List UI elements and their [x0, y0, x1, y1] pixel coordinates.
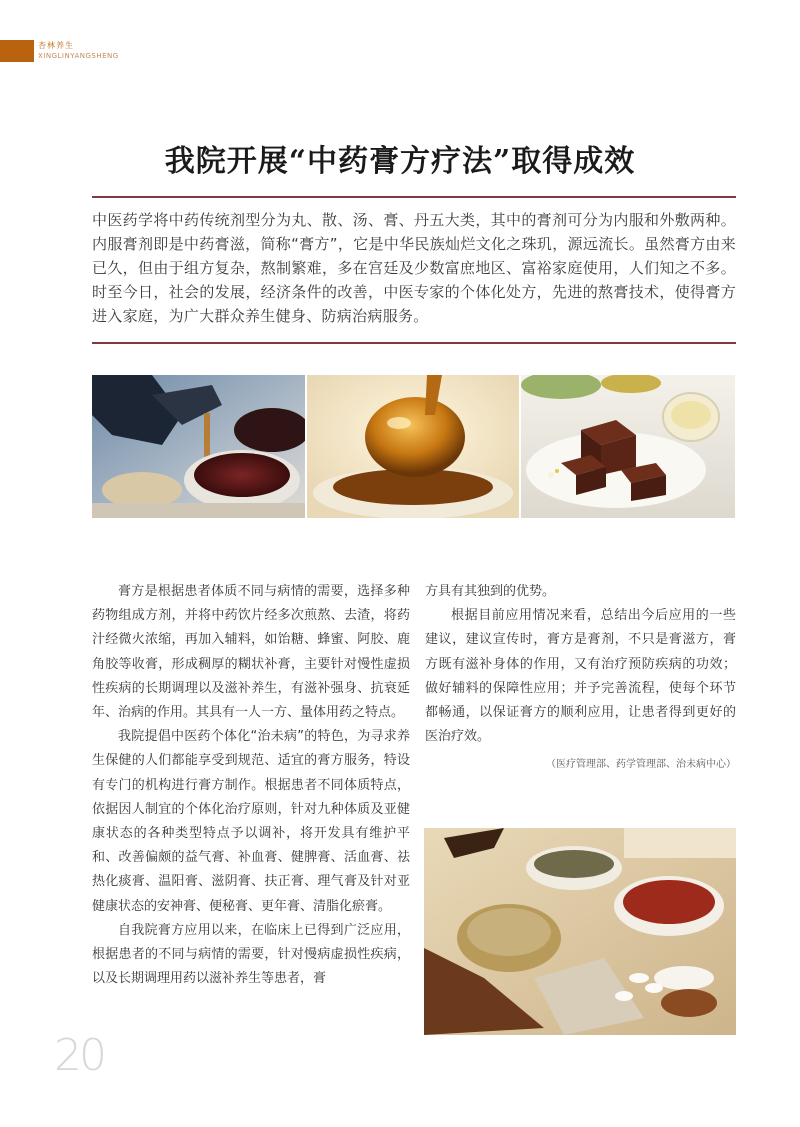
title-rule [92, 196, 736, 198]
body-paragraph: 自我院膏方应用以来，在临床上已得到广泛应用，根据患者的不同与病情的需要，针对慢病虚损性疾病，以及长期调理用药以滋补养生等患者，膏 [92, 922, 410, 987]
section-tab [0, 40, 34, 62]
body-paragraph: 根据目前应用情况来看，总结出今后应用的一些建议，建议宣传时，膏方是膏剂，不只是膏滋方，膏方既有滋补身体的作用，又有治疗预防疾病的功效；做好辅料的保障性应用；并予完善流程，使每个环节都畅通，以保证膏方的顺利应用，让患者得到更好的医治疗效。 [425, 608, 736, 745]
photo-honey-spoon [307, 375, 519, 518]
photo-pouring-tea [92, 375, 305, 518]
intro-paragraph: 中医药学将中药传统剂型分为丸、散、汤、膏、丹五大类，其中的膏剂可分为内服和外敷两种。内服膏剂即是中药膏滋，简称“膏方”，它是中华民族灿烂文化之珠玑，源远流长。虽然膏方由来已久，但由于组方复杂，熬制繁难，多在宫廷及少数富庶地区、富裕家庭使用，人们知之不多。时至今日，社会的发展，经济条件的改善，中医专家的个体化处方，先进的熬膏技术，使得膏方进入家庭，为广大群众养生健身、防病治病服务。 [92, 211, 736, 325]
body-paragraph: 方具有其独到的优势。 [425, 584, 556, 599]
right-column [425, 580, 736, 778]
body-paragraph: 膏方是根据患者体质不同与病情的需要，选择多种药物组成方剂，并将中药饮片经多次煎熬、去渣，将药汁经微火浓缩，再加入辅料，如饴糖、蜂蜜、阿胶、鹿角胶等收膏，形成稠厚的糊状补膏，主要针对慢性虚损性疾病的长期调理以及滋补养生，有滋补强身、抗衰延年、治病的作用。其具有一人一方、量体用药之特点。 [92, 584, 410, 721]
left-column [92, 580, 410, 991]
body-paragraph: 我院提倡中医药个体化“治未病”的特色，为寻求养生保健的人们都能享受到规范、适宜的膏方服务，特设有专门的机构进行膏方制作。根据患者不同体质特点，依据因人制宜的个体化治疗原则，针对九种体质及亚健康状态的各种类型特点予以调补，将开发具有维护平和、改善偏颇的益气膏、补血膏、健脾膏、活血膏、祛热化痰膏、温阳膏、滋阴膏、扶正膏、理气膏及针对亚健康状态的安神膏、便秘膏、更年膏、清脂化瘀膏。 [92, 729, 410, 914]
page-number: 20 [54, 1030, 104, 1081]
article-title: 我院开展“中药膏方疗法”取得成效 [164, 144, 636, 179]
photo-paste-cubes [521, 375, 735, 518]
section-name-pinyin: XINGLINYANGSHENG [38, 52, 119, 60]
section-name: 杏林养生 [38, 41, 74, 50]
intro-rule [92, 342, 736, 344]
photo-herbal-ingredients [424, 828, 736, 1035]
department-credit: （医疗管理部、药学管理部、治未病中心） [546, 759, 736, 771]
